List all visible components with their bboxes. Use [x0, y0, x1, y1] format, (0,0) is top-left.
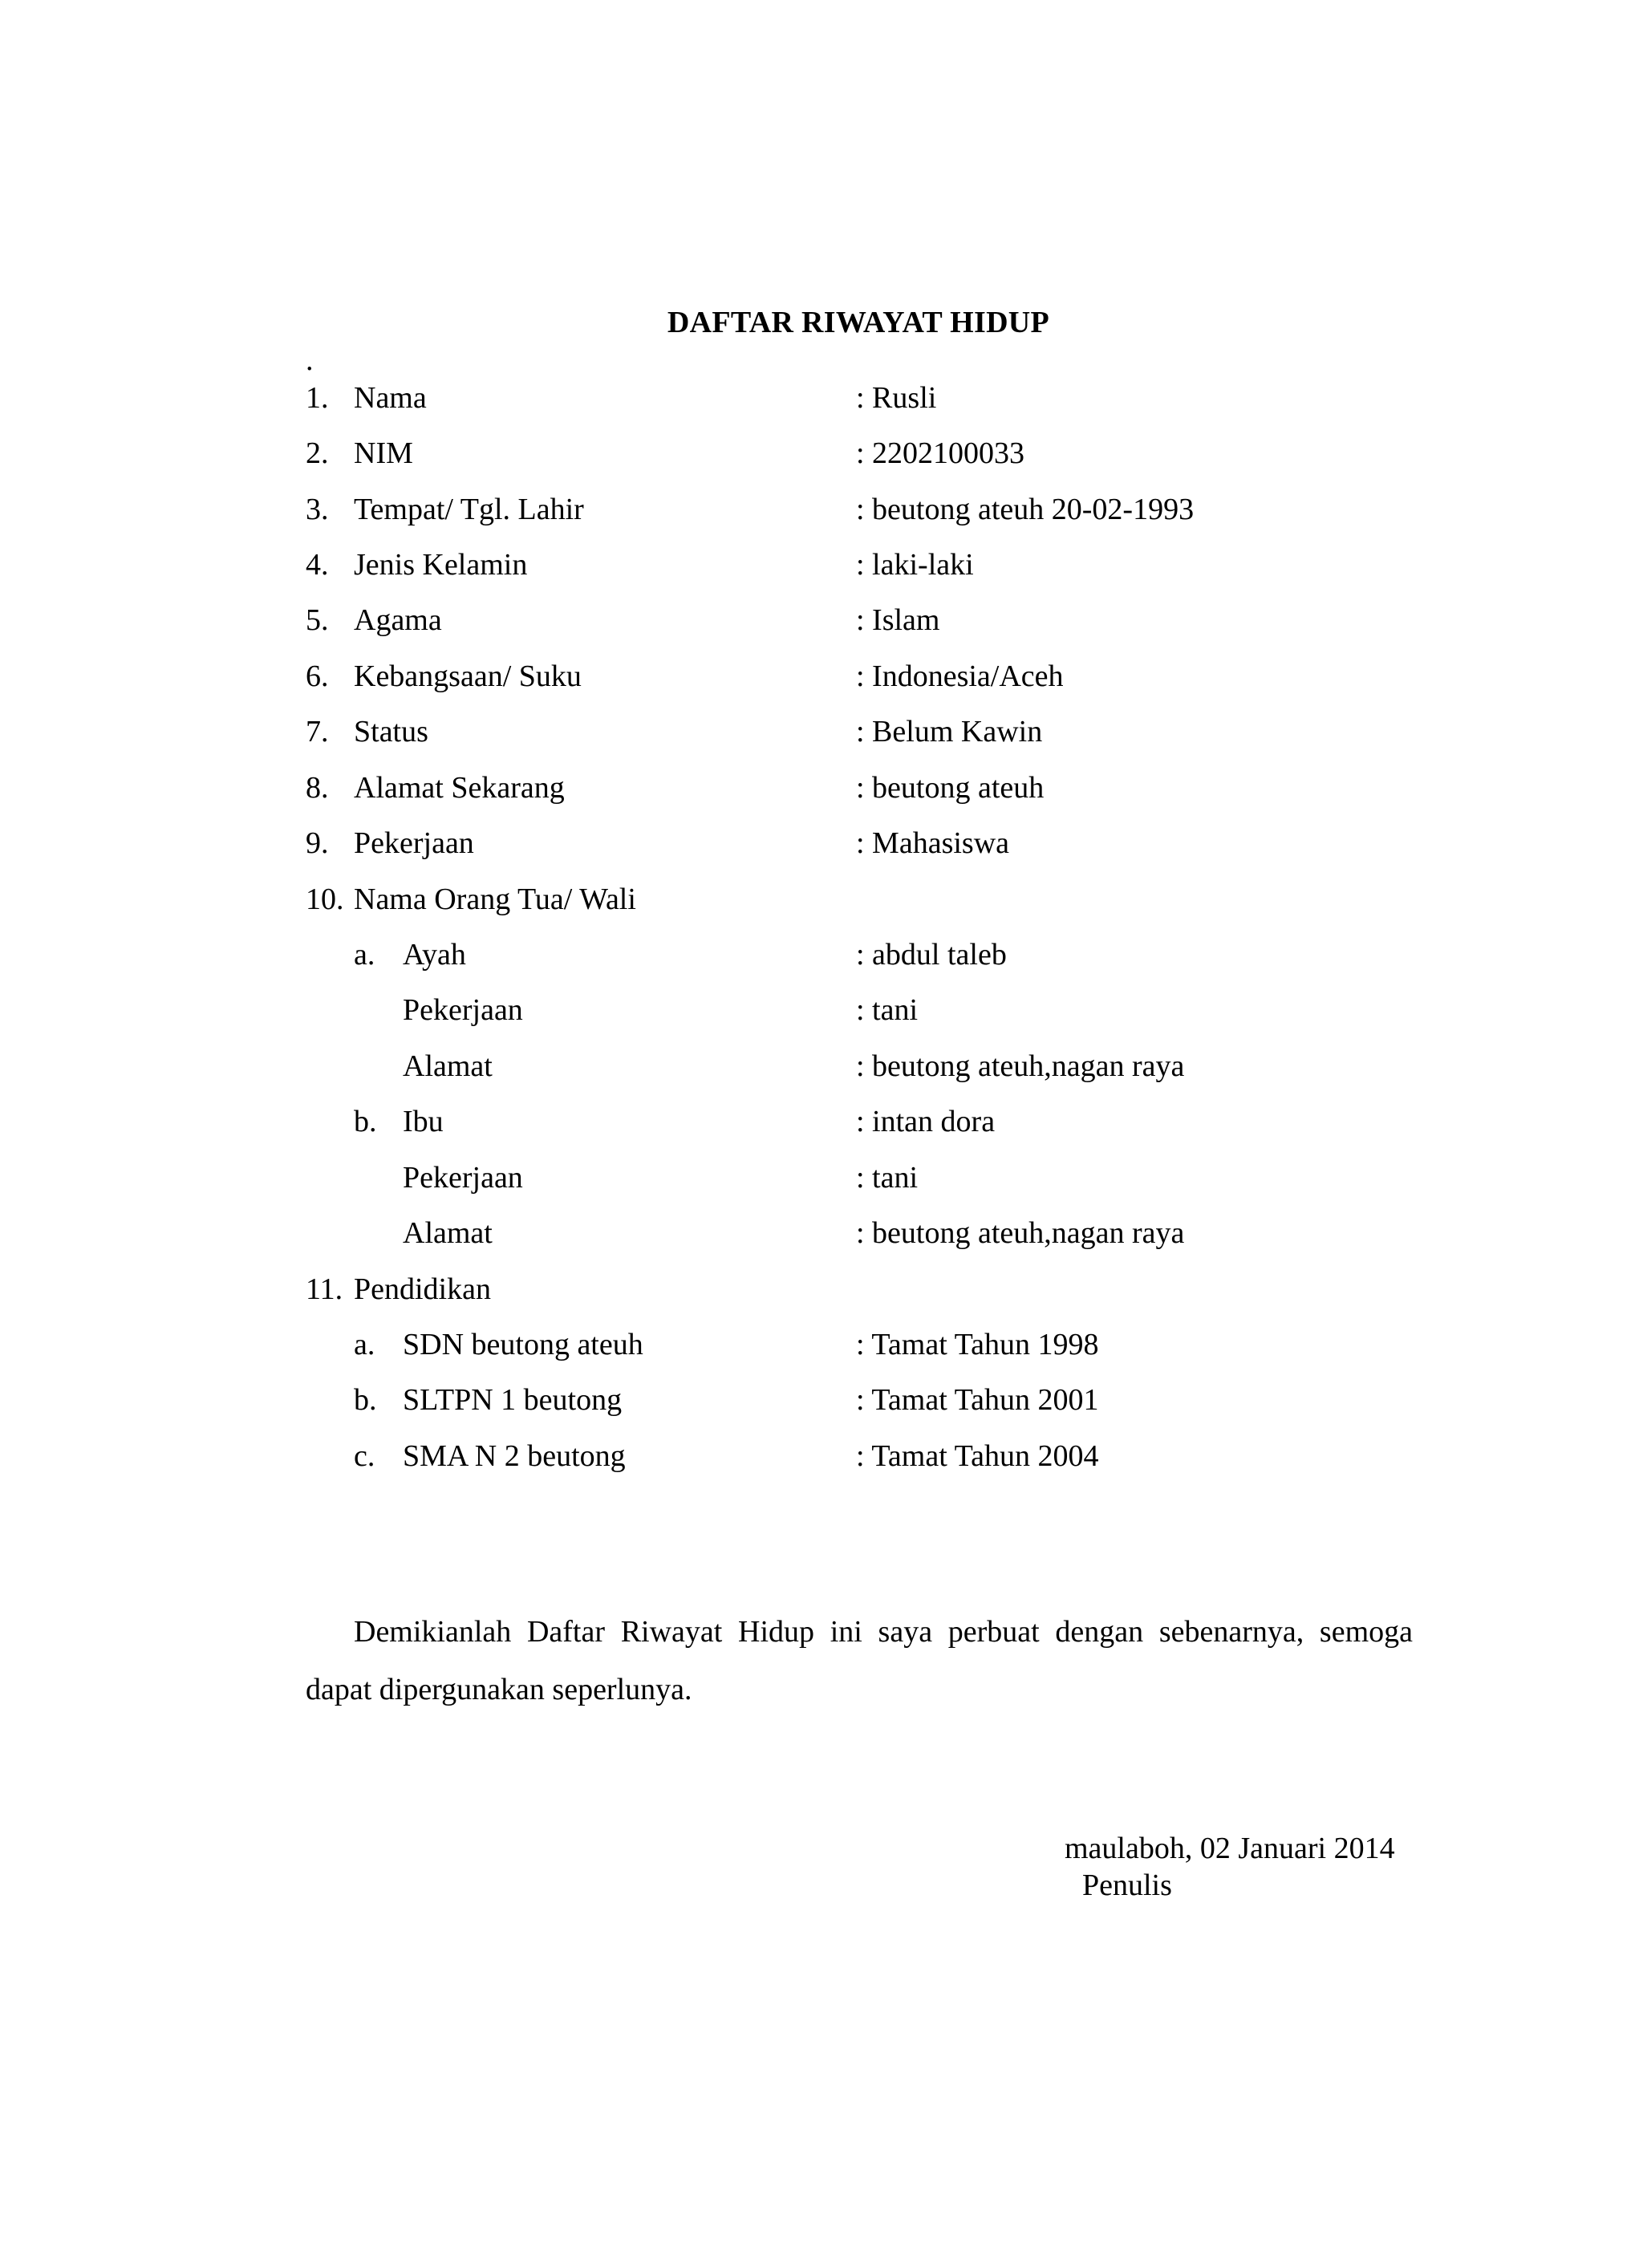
- sub-value: : Tamat Tahun 2004: [856, 1439, 1099, 1473]
- item-value: : Islam: [856, 603, 940, 637]
- item-value: : beutong ateuh: [856, 771, 1045, 805]
- item-number: 2.: [306, 436, 329, 470]
- item-value: : laki-laki: [856, 548, 974, 582]
- sub-letter: c.: [354, 1439, 375, 1473]
- sub-value: : beutong ateuh,nagan raya: [856, 1049, 1185, 1083]
- item-value: : Belum Kawin: [856, 715, 1043, 749]
- stray-dot: .: [306, 343, 314, 377]
- sub-label: SDN beutong ateuh: [403, 1328, 643, 1361]
- sub-label: SMA N 2 beutong: [403, 1439, 626, 1473]
- item-number: 5.: [306, 603, 329, 637]
- sub-letter: a.: [354, 1328, 375, 1361]
- item-label: NIM: [354, 436, 413, 470]
- sub-label: Pekerjaan: [403, 993, 523, 1027]
- sub-value: : abdul taleb: [856, 938, 1007, 972]
- item-number: 6.: [306, 659, 329, 693]
- sub-label: Alamat: [403, 1049, 493, 1083]
- item-number: 10.: [306, 882, 344, 916]
- item-label: Nama Orang Tua/ Wali: [354, 882, 636, 916]
- sub-letter: b.: [354, 1383, 377, 1417]
- sub-label: Pekerjaan: [403, 1161, 523, 1195]
- sub-value: : tani: [856, 993, 919, 1027]
- item-value: : Mahasiswa: [856, 826, 1010, 860]
- item-label: Pendidikan: [354, 1272, 491, 1306]
- item-label: Nama: [354, 381, 427, 415]
- sub-value: : intan dora: [856, 1105, 996, 1138]
- item-label: Jenis Kelamin: [354, 548, 528, 582]
- item-number: 8.: [306, 771, 329, 805]
- item-label: Agama: [354, 603, 442, 637]
- item-label: Pekerjaan: [354, 826, 474, 860]
- item-number: 7.: [306, 715, 329, 749]
- sub-label: Alamat: [403, 1216, 493, 1250]
- sub-label: Ayah: [403, 938, 466, 972]
- closing-paragraph: Demikianlah Daftar Riwayat Hidup ini saya perbuat dengan sebenarnya, semoga dapat dipergunakan seperlunya.: [306, 1615, 1413, 1706]
- item-label: Tempat/ Tgl. Lahir: [354, 493, 584, 526]
- place-date: maulaboh, 02 Januari 2014: [1065, 1832, 1395, 1865]
- sub-value: : Tamat Tahun 2001: [856, 1383, 1099, 1417]
- item-value: : Rusli: [856, 381, 937, 415]
- item-value: : 2202100033: [856, 436, 1025, 470]
- sub-value: : Tamat Tahun 1998: [856, 1328, 1099, 1361]
- item-number: 3.: [306, 493, 329, 526]
- sub-label: SLTPN 1 beutong: [403, 1383, 623, 1417]
- sub-label: Ibu: [403, 1105, 444, 1138]
- item-label: Status: [354, 715, 428, 749]
- sub-letter: a.: [354, 938, 375, 972]
- item-value: : beutong ateuh 20-02-1993: [856, 493, 1195, 526]
- item-label: Alamat Sekarang: [354, 771, 565, 805]
- item-number: 9.: [306, 826, 329, 860]
- writer-label: Penulis: [1082, 1868, 1172, 1902]
- sub-value: : tani: [856, 1161, 919, 1195]
- item-label: Kebangsaan/ Suku: [354, 659, 582, 693]
- item-number: 4.: [306, 548, 329, 582]
- item-number: 1.: [306, 381, 329, 415]
- sub-letter: b.: [354, 1105, 377, 1138]
- document-title: DAFTAR RIWAYAT HIDUP: [667, 306, 1050, 339]
- sub-value: : beutong ateuh,nagan raya: [856, 1216, 1185, 1250]
- item-value: : Indonesia/Aceh: [856, 659, 1064, 693]
- item-number: 11.: [306, 1272, 343, 1306]
